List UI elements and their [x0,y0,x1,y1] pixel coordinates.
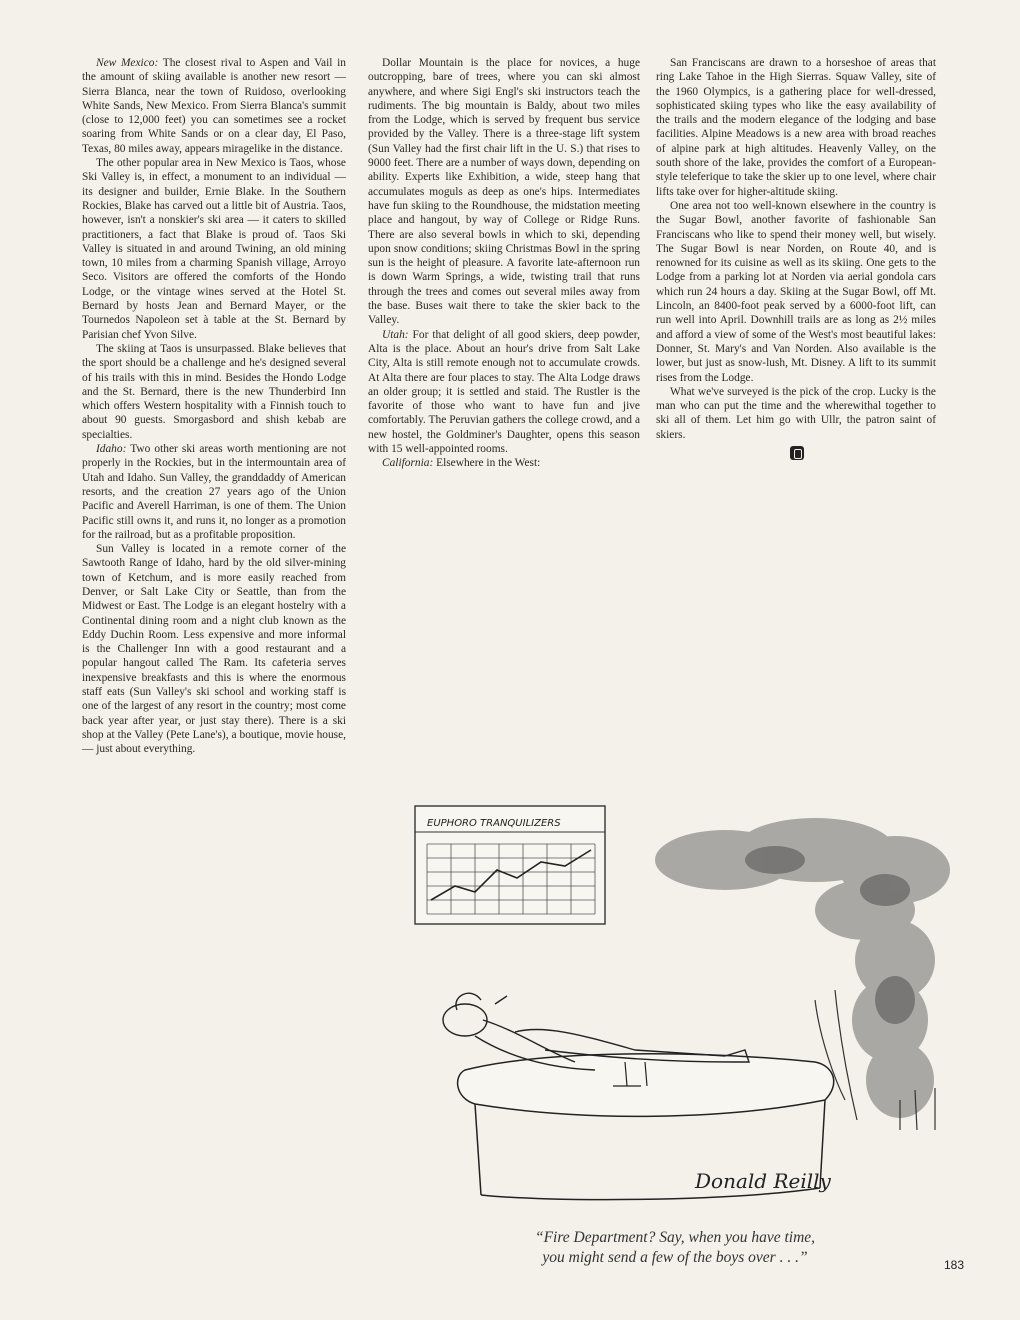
article-paragraph [656,56,936,199]
article-paragraph [656,385,936,442]
paragraph-text: San Franciscans are drawn to a horseshoe of areas that ring Lake Tahoe in the High Sierras. Squaw Valley, site of the 1960 Olympics, is a gathering place for well-dressed, sophisticated skiing types who like the easy availability of the trails and the modern elegance of the lodging and base facilities. Alpine Meadows is a new area with broad reaches of alpine park at high altitudes. Heavenly Valley, on the south shore of the lake, provides the comfort of a European-style teleferique to take the skier up to one level, where chair lifts take over for higher-altitude skiing. [656,57,936,198]
paragraph-text: Sun Valley is located in a remote corner of the Sawtooth Range of Idaho, hard by the old silver-mining town of Ketchum, and is more easily reached from Denver, or Salt Lake City or Seattle, than from the Midwest or East. The Lodge is an elegant hostelry with a Continental dining room and a night club known as the Eddy Duchin Room. Less expensive and more informal is the Challenger Inn with a good restaurant and a popular hangout called The Ram. Its cafeteria serves inexpensive breakfasts and this is where the enormous staff eats (Sun Valley's ski school and working staff is one of the largest of any resort in the country; most come back year after year, or just stay there). There is a ski shop at the Valley (Pete Lane's), a boutique, movie house, — just about everything. [82,543,346,756]
page-number: 183 [944,1258,965,1272]
section-lead: Idaho: [96,443,127,456]
end-mark-icon [790,446,804,460]
paragraph-text: The skiing at Taos is unsurpassed. Blake believes that the sport should be a challenge and he's designed several of his trails with this in mind. Besides the Hondo Lodge and the St. Bernard, there is the new Thunderbird Inn which offers Western hospitality with a Finnish touch to about 90 guests. Smorgasbord and shish kebab are specialties. [82,342,346,441]
paragraph-text: For that delight of all good skiers, deep powder, Alta is the place. About an hour's drive from Salt Lake City, Alta is still remote enough not to accumulate crowds. At Alta there are four places to stay. The Alta Lodge draws an older group; it is settled and staid. The Rustler is the favorite of those who want to have fun and jive comfortably. The Peruvian gathers the college crowd, and a new hostel, the Goldminer's Daughter, opens this season with 15 well-appointed rooms. [368,328,640,456]
caption-line-1: “Fire Department? Say, when you have time, [534,1229,816,1246]
paragraph-text: Two other ski areas worth mentioning are not properly in the Rockies, but in the intermountain area of Utah and Idaho. Sun Valley, the granddaddy of American resorts, and the creation 27 years ago of the Union Pacific and Averell Harriman, is one of them. The Union Pacific still owns it, and runs it, no longer as a promotion for the railroad, but as a profitable proposition. [82,443,346,541]
article-column-2 [368,56,640,471]
article-column-3 [656,56,936,464]
artist-signature: Donald Reilly [695,1169,831,1193]
article-paragraph [82,156,346,342]
paragraph-text: Dollar Mountain is the place for novices, a huge outcropping, bare of trees, where you can ski almost anywhere, and where Sigi Engl's ski instructors teach the rudiments. The big mountain is Baldy, about two miles from the Lodge, which is served by frequent bus service provided by the Valley. There is a three-stage lift system (Sun Valley had the first chair lift in the U. S.) that rises to 9000 feet. There are a number of ways down, depending on ability. Experts like Exhibition, a wide, steep hang that accumulates moguls as deep as one's hips. Intermediates have fun skiing to the Roundhouse, the midstation meeting place and hangout, by way of College or Ridge Runs. There are also several bowls in which to ski, depending upon snow conditions; skiing Christmas Bowl in the spring sun is the height of pleasure. A favorite late-afternoon run is down Warm Springs, a wide, twisting trail that runs through the trees and comes out several miles away from the base. Buses wait there to take the skier back to the Valley. [368,57,640,327]
caption-line-2: you might send a few of the boys over . . .” [542,1249,808,1266]
article-paragraph [368,456,640,470]
section-lead: California: [382,457,434,470]
article-paragraph [82,56,346,156]
paragraph-text: The closest rival to Aspen and Vail in the amount of skiing available is another new resort — Sierra Blanca, near the town of Ruidoso, overlooking White Sands, New Mexico. From Sierra Blanca's summit (close to 12,000 feet) you can sometimes see a rocket soaring from White Sands or on a clear day, El Paso, Texas, 80 miles away, appears miragelike in the distance. [82,57,346,155]
section-lead: Utah: [382,328,409,341]
article-paragraph [82,342,346,442]
cartoon-caption [395,1228,955,1268]
chart-sign-text: EUPHORO TRANQUILIZERS [427,818,561,829]
article-paragraph [82,442,346,542]
article-paragraph [82,542,346,756]
wall-chart [415,806,605,924]
article-paragraph [656,199,936,385]
paragraph-text: Elsewhere in the West: [433,457,541,470]
article-column-1 [82,56,346,757]
article-paragraph [368,328,640,457]
section-lead: New Mexico: [96,57,159,69]
article-paragraph [368,56,640,328]
paragraph-text: One area not too well-known elsewhere in the country is the Sugar Bowl, another favorite of fashionable San Franciscans who like to spend their money well, but wisely. The Sugar Bowl is near Norden, on Route 40, and is renowned for its cuisine as well as its skiing. One gets to the Lodge from a parking lot at Norden via aerial gondola cars which run 24 hours a day. Skiing at the Sugar Bowl, off Mt. Lincoln, an 8400-foot peak served by a 6000-foot lift, can run well into April. Downhill trails are as long as 2½ miles and afford a view of some of the West's most beautiful lakes: Donner, St. Mary's and Van Norden. Also available is the lower, but just as snow-lush, Mt. Disney. A lift to its summit rises from the Lodge. [656,199,936,384]
paragraph-text: What we've surveyed is the pick of the crop. Lucky is the man who can put the time and the wherewithal together to ski all of them. Let him go with Ullr, the patron saint of skiers. [656,385,936,441]
cartoon-illustration [395,800,955,1220]
paragraph-text: The other popular area in New Mexico is Taos, whose Ski Valley is, in effect, a monument to an individual — its designer and builder, Ernie Blake. In the Southern Rockies, Blake has carved out a little bit of Austria. Taos, however, isn't a nonskier's ski area — it caters to skilled practitioners, a fact that Blake is proud of. Taos Ski Valley is situated in and around Twining, an old mining town, 10 miles from a charming Spanish village, Arroyo Seco. Visitors are offered the comforts of the Hondo Lodge, or the vintage wines served at the Hotel St. Bernard by hosts Jean and Bernard Mayer, or the Tournedos Napoleon set à table at the St. Bernard by Parisian chef Yvon Silve. [82,157,346,341]
